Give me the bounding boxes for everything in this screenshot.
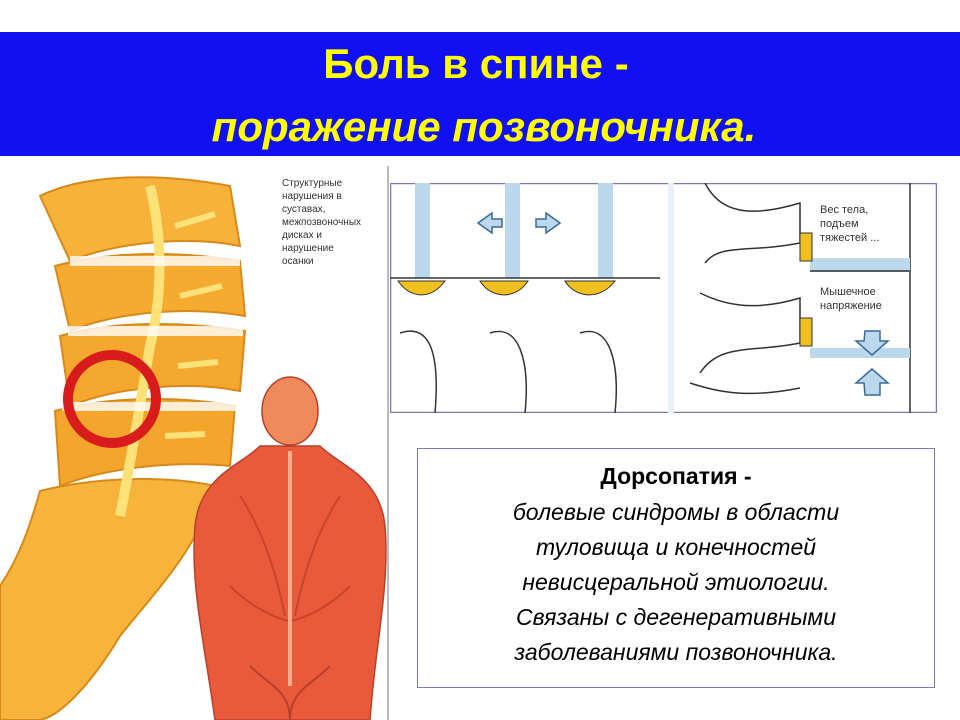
- disc-diagram: [390, 183, 937, 413]
- definition-box: [417, 448, 935, 688]
- slide-title: Боль в спине -: [323, 40, 629, 87]
- svg-text:Мышечное напряжение: Мышечное напряжение: [820, 286, 882, 312]
- definition-text: [418, 495, 934, 670]
- spine-illustration: [0, 166, 390, 720]
- definition-line: невисцеральной этиологии.: [522, 569, 830, 595]
- definition-line: Связаны с дегенеративными: [516, 604, 836, 630]
- svg-text:Структурные нарушения в: Структурные нарушения в суставах, межпозвоночных дисках и нарушение осанки: [282, 178, 362, 267]
- svg-text:Вес тела, подъем т: Вес тела, подъем тяжестей ...: [820, 204, 880, 244]
- definition-line: туловища и конечностей: [535, 534, 817, 560]
- slide-subtitle: поражение позвоночника.: [211, 103, 757, 150]
- definition-line: болевые синдромы в области: [512, 499, 840, 525]
- definition-line: заболеваниями позвоночника.: [514, 639, 838, 665]
- disc-cushions: [398, 281, 615, 295]
- definition-heading: Дорсопатия -: [600, 463, 752, 489]
